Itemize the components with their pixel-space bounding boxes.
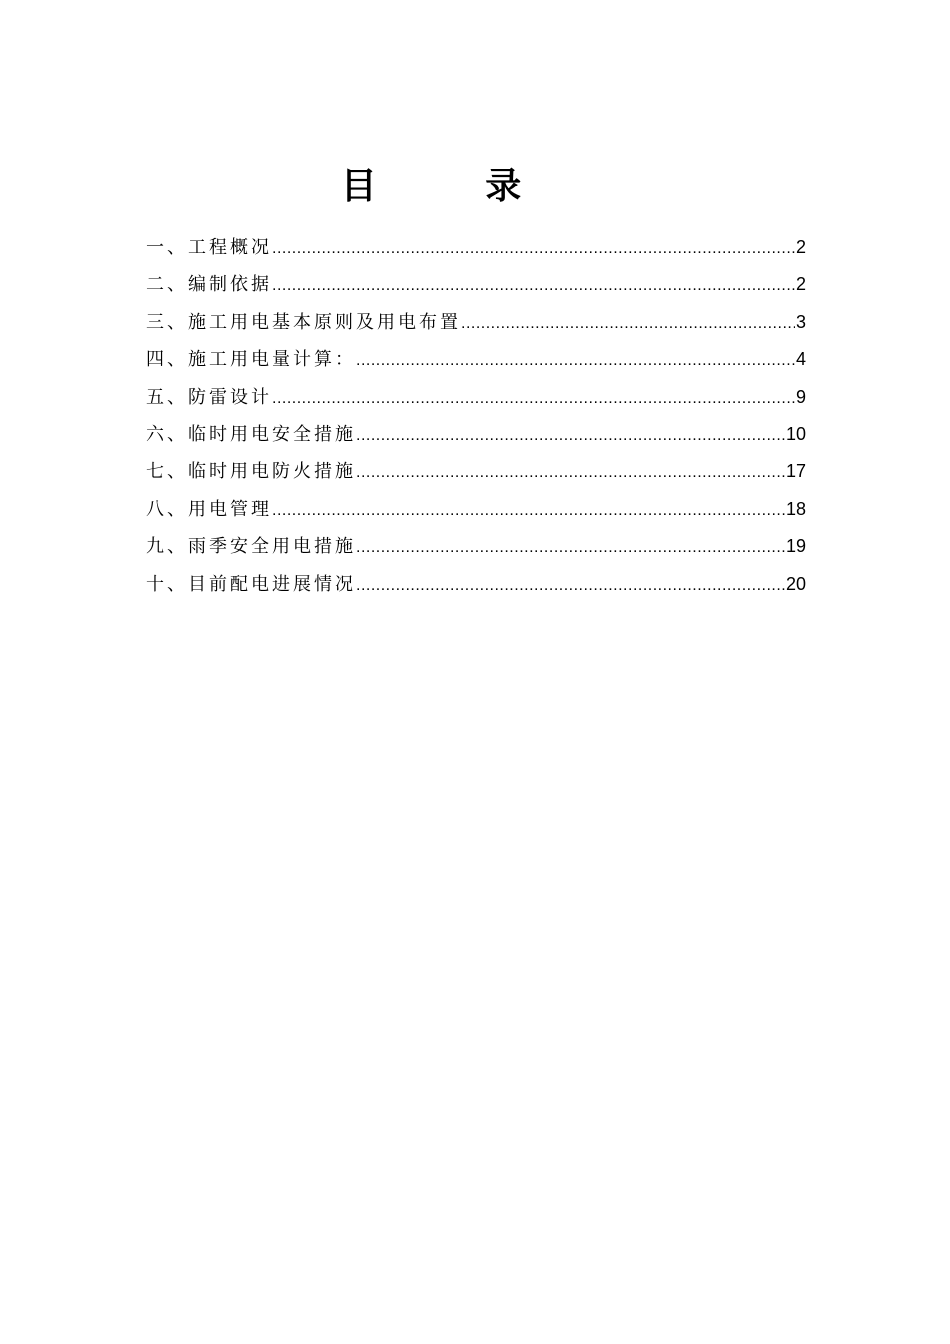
- toc-entry[interactable]: [146, 528, 806, 565]
- toc-dot-leader: [356, 567, 785, 604]
- table-of-contents: [146, 229, 806, 603]
- toc-dot-leader: [272, 380, 795, 417]
- toc-entry[interactable]: [146, 229, 806, 266]
- toc-dot-leader: [356, 529, 785, 566]
- toc-entry[interactable]: [146, 416, 806, 453]
- toc-entry[interactable]: [146, 304, 806, 341]
- toc-entry[interactable]: [146, 379, 806, 416]
- toc-entry-label: 五、防雷设计: [146, 386, 272, 408]
- toc-entry-label: 三、施工用电基本原则及用电布置: [146, 311, 461, 333]
- toc-entry[interactable]: [146, 266, 806, 303]
- toc-entry-label: 二、编制依据: [146, 274, 272, 296]
- toc-dot-leader: [272, 267, 795, 304]
- toc-dot-leader: [356, 342, 795, 379]
- toc-entry[interactable]: [146, 341, 806, 378]
- toc-entry-label: 四、施工用电量计算：: [146, 349, 356, 371]
- toc-dot-leader: [272, 492, 785, 529]
- toc-title: 目 录: [340, 166, 570, 207]
- toc-entry-label: 七、临时用电防火措施: [146, 461, 356, 483]
- toc-entry-label: 八、用电管理: [146, 498, 272, 520]
- toc-entry[interactable]: [146, 453, 806, 490]
- toc-entry-label: 十、目前配电进展情况: [146, 573, 356, 595]
- toc-dot-leader: [272, 230, 795, 267]
- toc-page-number: 9: [795, 386, 806, 407]
- toc-entry[interactable]: [146, 566, 806, 603]
- toc-entry-label: 一、工程概况: [146, 237, 272, 258]
- toc-entry-label: 九、雨季安全用电措施: [146, 536, 356, 558]
- toc-page-number: 20: [785, 573, 806, 594]
- toc-page-number: 3: [795, 311, 806, 332]
- toc-page-number: 4: [795, 349, 806, 370]
- toc-page-number: 19: [785, 536, 806, 557]
- toc-page-number: 2: [795, 237, 806, 257]
- toc-dot-leader: [356, 417, 785, 454]
- toc-entry[interactable]: [146, 491, 806, 528]
- toc-dot-leader: [461, 305, 795, 342]
- toc-page-number: 18: [785, 498, 806, 519]
- toc-dot-leader: [356, 454, 785, 491]
- toc-page-number: 10: [785, 423, 806, 444]
- toc-entry-label: 六、临时用电安全措施: [146, 423, 356, 445]
- toc-page-number: 2: [795, 274, 806, 295]
- toc-page-number: 17: [785, 461, 806, 482]
